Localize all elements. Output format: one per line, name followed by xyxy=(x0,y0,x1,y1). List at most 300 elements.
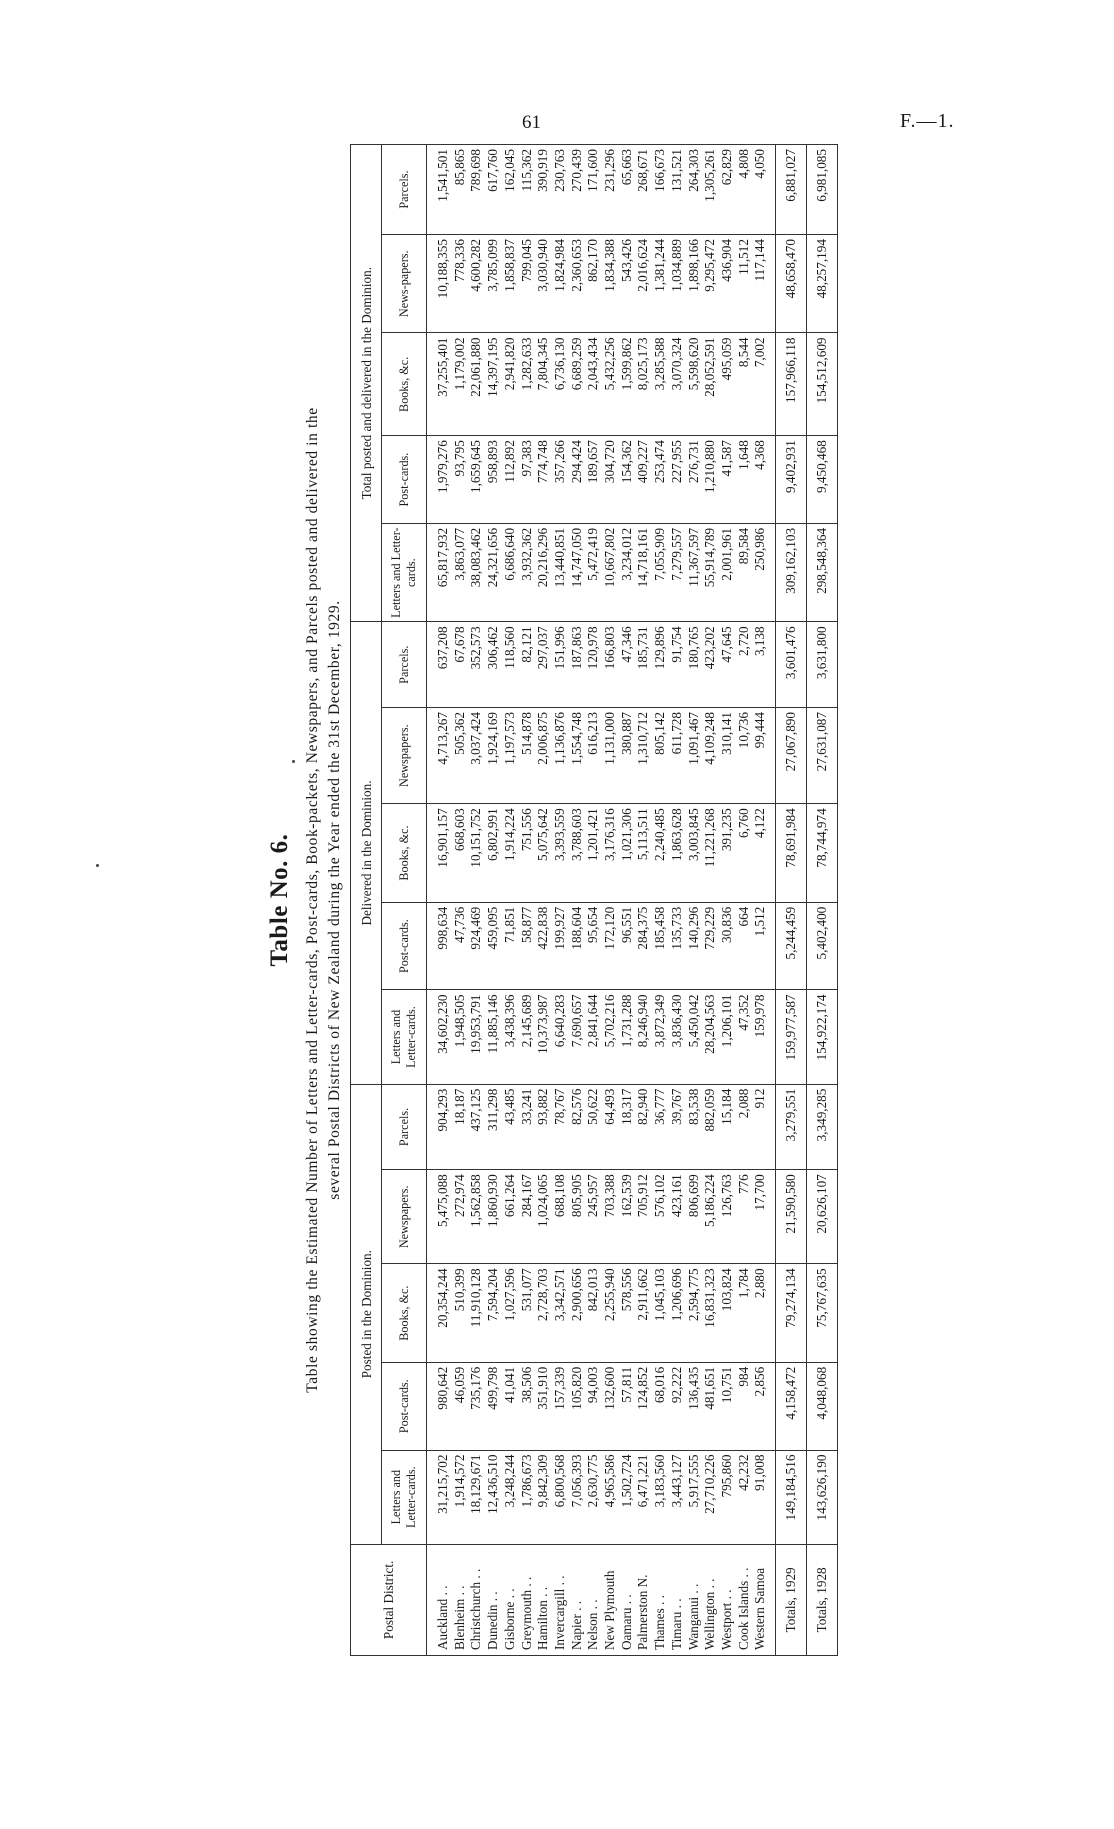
delivered-value-cell: 135,733 xyxy=(669,902,686,990)
table-row xyxy=(427,145,452,1656)
delivered-value-cell: 505,362 xyxy=(452,708,469,804)
totals-total-cell: 9,402,931 xyxy=(776,436,807,524)
posted-value-cell: 272,974 xyxy=(452,1170,469,1264)
total-value-cell: 28,052,591 xyxy=(702,333,719,436)
total-value-cell: 11,512 xyxy=(736,235,753,333)
posted-value-cell: 912 xyxy=(752,1084,775,1170)
delivered-value-cell: 5,113,511 xyxy=(635,804,652,902)
total-value-cell: 264,303 xyxy=(686,145,703,235)
total-value-cell: 789,698 xyxy=(468,145,485,235)
posted-value-cell: 688,108 xyxy=(552,1170,569,1264)
caption-line-1: Table showing the Estimated Number of Letters and Letter-cards, Post-cards, Book-packets, Newspapers, and Parcels posted and delivered in the xyxy=(304,407,321,1393)
posted-value-cell: 1,786,673 xyxy=(519,1450,536,1544)
totals-delivered-cell: 78,744,974 xyxy=(807,804,838,902)
delivered-value-cell: 159,978 xyxy=(752,990,775,1084)
posted-value-cell: 124,852 xyxy=(635,1362,652,1450)
delivered-value-cell: 91,754 xyxy=(669,622,686,708)
posted-value-cell: 126,763 xyxy=(719,1170,736,1264)
totals-posted-cell: 20,626,107 xyxy=(807,1170,838,1264)
table-row xyxy=(519,145,536,1656)
total-value-cell: 3,234,012 xyxy=(619,523,636,621)
totals-delivered-cell: 5,402,400 xyxy=(807,902,838,990)
total-value-cell: 436,904 xyxy=(719,235,736,333)
delivered-value-cell: 2,240,485 xyxy=(652,804,669,902)
posted-value-cell: 12,436,510 xyxy=(485,1450,502,1544)
posted-value-cell: 3,183,560 xyxy=(652,1450,669,1544)
posted-value-cell: 3,248,244 xyxy=(502,1450,519,1544)
posted-value-cell: 5,186,224 xyxy=(702,1170,719,1264)
totals-label: Totals, 1929 xyxy=(776,1544,807,1655)
posted-value-cell: 33,241 xyxy=(519,1084,536,1170)
posted-value-cell: 16,831,323 xyxy=(702,1264,719,1362)
table-row xyxy=(686,145,703,1656)
posted-value-cell: 2,088 xyxy=(736,1084,753,1170)
delivered-value-cell: 1,310,712 xyxy=(635,708,652,804)
total-value-cell: 13,440,851 xyxy=(552,523,569,621)
delivered-value-cell: 616,213 xyxy=(585,708,602,804)
posted-value-cell: 93,882 xyxy=(535,1084,552,1170)
total-value-cell: 2,360,653 xyxy=(569,235,586,333)
total-value-cell: 7,279,557 xyxy=(669,523,686,621)
delivered-value-cell: 99,444 xyxy=(752,708,775,804)
total-value-cell: 10,188,355 xyxy=(427,235,452,333)
total-value-cell: 189,657 xyxy=(585,436,602,524)
totals-row xyxy=(807,145,838,1656)
delivered-value-cell: 82,121 xyxy=(519,622,536,708)
total-value-cell: 958,893 xyxy=(485,436,502,524)
totals-delivered-cell: 27,067,890 xyxy=(776,708,807,804)
total-value-cell: 231,296 xyxy=(602,145,619,235)
table-row xyxy=(752,145,775,1656)
totals-delivered-cell: 27,631,087 xyxy=(807,708,838,804)
totals-total-cell: 6,881,027 xyxy=(776,145,807,235)
total-value-cell: 1,979,276 xyxy=(427,436,452,524)
posted-value-cell: 15,184 xyxy=(719,1084,736,1170)
delivered-value-cell: 5,702,216 xyxy=(602,990,619,1084)
delivered-value-cell: 514,878 xyxy=(519,708,536,804)
delivered-value-cell: 4,713,267 xyxy=(427,708,452,804)
totals-total-cell: 298,548,364 xyxy=(807,523,838,621)
total-value-cell: 5,472,419 xyxy=(585,523,602,621)
table-row xyxy=(585,145,602,1656)
posted-value-cell: 38,506 xyxy=(519,1362,536,1450)
table-row xyxy=(468,145,485,1656)
posted-value-cell: 980,642 xyxy=(427,1362,452,1450)
district-name: Palmerston N. xyxy=(635,1544,652,1655)
posted-value-cell: 82,940 xyxy=(635,1084,652,1170)
district-name: Western Samoa xyxy=(752,1544,775,1655)
delivered-value-cell: 1,914,224 xyxy=(502,804,519,902)
total-value-cell: 2,001,961 xyxy=(719,523,736,621)
posted-value-cell: 46,059 xyxy=(452,1362,469,1450)
posted-value-cell: 284,167 xyxy=(519,1170,536,1264)
total-value-cell: 5,432,256 xyxy=(602,333,619,436)
total-value-cell: 1,648 xyxy=(736,436,753,524)
delivered-value-cell: 5,450,042 xyxy=(686,990,703,1084)
total-value-cell: 8,544 xyxy=(736,333,753,436)
delivered-value-cell: 423,202 xyxy=(702,622,719,708)
district-name: Gisborne . . xyxy=(502,1544,519,1655)
posted-value-cell: 82,576 xyxy=(569,1084,586,1170)
delivered-value-cell: 47,352 xyxy=(736,990,753,1084)
totals-label: Totals, 1928 xyxy=(807,1544,838,1655)
posted-value-cell: 705,912 xyxy=(635,1170,652,1264)
totals-posted-cell: 79,274,134 xyxy=(776,1264,807,1362)
table-caption xyxy=(302,144,350,1656)
posted-value-cell: 7,594,204 xyxy=(485,1264,502,1362)
totals-delivered-cell: 78,691,984 xyxy=(776,804,807,902)
delivered-value-cell: 185,458 xyxy=(652,902,669,990)
total-value-cell: 4,600,282 xyxy=(468,235,485,333)
delivered-value-cell: 3,037,424 xyxy=(468,708,485,804)
delivered-column-header: Letters and Letter-cards. xyxy=(382,990,427,1084)
district-name: Blenheim . . xyxy=(452,1544,469,1655)
posted-value-cell: 1,045,103 xyxy=(652,1264,669,1362)
total-value-cell: 1,898,166 xyxy=(686,235,703,333)
total-value-cell: 778,336 xyxy=(452,235,469,333)
total-value-cell: 1,659,645 xyxy=(468,436,485,524)
delivered-value-cell: 140,296 xyxy=(686,902,703,990)
posted-value-cell: 1,562,858 xyxy=(468,1170,485,1264)
posted-value-cell: 2,880 xyxy=(752,1264,775,1362)
totals-total-cell: 6,981,085 xyxy=(807,145,838,235)
posted-value-cell: 776 xyxy=(736,1170,753,1264)
total-value-cell: 65,817,932 xyxy=(427,523,452,621)
total-value-cell: 171,600 xyxy=(585,145,602,235)
posted-column-header: Newspapers. xyxy=(382,1170,427,1264)
table-row xyxy=(569,145,586,1656)
posted-value-cell: 18,129,671 xyxy=(468,1450,485,1544)
delivered-value-cell: 180,765 xyxy=(686,622,703,708)
posted-value-cell: 92,222 xyxy=(669,1362,686,1450)
table-row xyxy=(736,145,753,1656)
posted-value-cell: 36,777 xyxy=(652,1084,669,1170)
posted-value-cell: 5,475,088 xyxy=(427,1170,452,1264)
delivered-value-cell: 751,556 xyxy=(519,804,536,902)
total-value-cell: 24,321,656 xyxy=(485,523,502,621)
posted-value-cell: 64,493 xyxy=(602,1084,619,1170)
delivered-value-cell: 2,006,875 xyxy=(535,708,552,804)
totals-row xyxy=(776,145,807,1656)
total-value-cell: 3,285,588 xyxy=(652,333,669,436)
delivered-value-cell: 3,393,559 xyxy=(552,804,569,902)
totals-delivered-cell: 5,244,459 xyxy=(776,902,807,990)
delivered-value-cell: 1,197,573 xyxy=(502,708,519,804)
delivered-value-cell: 58,877 xyxy=(519,902,536,990)
delivered-value-cell: 10,736 xyxy=(736,708,753,804)
posted-value-cell: 1,027,596 xyxy=(502,1264,519,1362)
delivered-value-cell: 7,690,657 xyxy=(569,990,586,1084)
posted-value-cell: 9,842,309 xyxy=(535,1450,552,1544)
total-column-header: Books, &c. xyxy=(382,333,427,436)
delivered-value-cell: 19,953,791 xyxy=(468,990,485,1084)
total-value-cell: 1,305,261 xyxy=(702,145,719,235)
rotated-table-block xyxy=(258,144,830,1656)
posted-value-cell: 735,176 xyxy=(468,1362,485,1450)
delivered-value-cell: 96,551 xyxy=(619,902,636,990)
delivered-column-header: Parcels. xyxy=(382,622,427,708)
delivered-value-cell: 1,512 xyxy=(752,902,775,990)
total-value-cell: 304,720 xyxy=(602,436,619,524)
delivered-value-cell: 284,375 xyxy=(635,902,652,990)
total-value-cell: 6,736,130 xyxy=(552,333,569,436)
posted-value-cell: 795,860 xyxy=(719,1450,736,1544)
total-value-cell: 93,795 xyxy=(452,436,469,524)
posted-value-cell: 531,077 xyxy=(519,1264,536,1362)
total-value-cell: 1,824,984 xyxy=(552,235,569,333)
posted-value-cell: 351,910 xyxy=(535,1362,552,1450)
totals-total-cell: 48,257,194 xyxy=(807,235,838,333)
posted-value-cell: 83,538 xyxy=(686,1084,703,1170)
posted-value-cell: 984 xyxy=(736,1362,753,1450)
delivered-group-header: Delivered in the Dominion. xyxy=(351,622,382,1084)
posted-group-header: Posted in the Dominion. xyxy=(351,1084,382,1544)
delivered-value-cell: 637,208 xyxy=(427,622,452,708)
table-row xyxy=(635,145,652,1656)
delivered-value-cell: 187,863 xyxy=(569,622,586,708)
delivered-value-cell: 151,996 xyxy=(552,622,569,708)
total-value-cell: 774,748 xyxy=(535,436,552,524)
posted-value-cell: 510,399 xyxy=(452,1264,469,1362)
total-value-cell: 3,932,362 xyxy=(519,523,536,621)
total-value-cell: 154,362 xyxy=(619,436,636,524)
speck-mark xyxy=(96,864,99,867)
delivered-value-cell: 297,037 xyxy=(535,622,552,708)
posted-value-cell: 50,622 xyxy=(585,1084,602,1170)
posted-value-cell: 842,013 xyxy=(585,1264,602,1362)
totals-delivered-cell: 3,631,800 xyxy=(807,622,838,708)
delivered-value-cell: 118,560 xyxy=(502,622,519,708)
total-value-cell: 2,016,624 xyxy=(635,235,652,333)
posted-value-cell: 882,059 xyxy=(702,1084,719,1170)
posted-value-cell: 6,471,221 xyxy=(635,1450,652,1544)
posted-column-header: Letters and Letter-cards. xyxy=(382,1450,427,1544)
district-name: Napier . . xyxy=(569,1544,586,1655)
posted-value-cell: 18,187 xyxy=(452,1084,469,1170)
total-value-cell: 1,282,633 xyxy=(519,333,536,436)
delivered-value-cell: 310,141 xyxy=(719,708,736,804)
posted-column-header: Parcels. xyxy=(382,1084,427,1170)
totals-total-cell: 157,966,118 xyxy=(776,333,807,436)
delivered-value-cell: 8,246,940 xyxy=(635,990,652,1084)
delivered-value-cell: 3,438,396 xyxy=(502,990,519,1084)
total-value-cell: 3,070,324 xyxy=(669,333,686,436)
totals-posted-cell: 75,767,635 xyxy=(807,1264,838,1362)
posted-value-cell: 6,800,568 xyxy=(552,1450,569,1544)
posted-value-cell: 42,232 xyxy=(736,1450,753,1544)
total-value-cell: 131,521 xyxy=(669,145,686,235)
table-row xyxy=(652,145,669,1656)
delivered-value-cell: 1,136,876 xyxy=(552,708,569,804)
total-value-cell: 495,059 xyxy=(719,333,736,436)
total-column-header: Letters and Letter-cards. xyxy=(382,523,427,621)
district-name: Thames . . xyxy=(652,1544,669,1655)
totals-total-cell: 9,450,468 xyxy=(807,436,838,524)
delivered-value-cell: 924,469 xyxy=(468,902,485,990)
total-value-cell: 97,383 xyxy=(519,436,536,524)
total-value-cell: 357,266 xyxy=(552,436,569,524)
total-column-header: Parcels. xyxy=(382,145,427,235)
totals-posted-cell: 3,279,551 xyxy=(776,1084,807,1170)
district-name: Nelson . . xyxy=(585,1544,602,1655)
delivered-value-cell: 352,573 xyxy=(468,622,485,708)
posted-value-cell: 245,957 xyxy=(585,1170,602,1264)
total-value-cell: 5,598,620 xyxy=(686,333,703,436)
total-column-header: News-papers. xyxy=(382,235,427,333)
delivered-value-cell: 1,554,748 xyxy=(569,708,586,804)
posted-value-cell: 423,161 xyxy=(669,1170,686,1264)
total-value-cell: 1,034,889 xyxy=(669,235,686,333)
posted-value-cell: 68,016 xyxy=(652,1362,669,1450)
totals-posted-cell: 149,184,516 xyxy=(776,1450,807,1544)
delivered-value-cell: 16,901,157 xyxy=(427,804,452,902)
total-value-cell: 7,804,345 xyxy=(535,333,552,436)
total-value-cell: 9,295,472 xyxy=(702,235,719,333)
delivered-value-cell: 185,731 xyxy=(635,622,652,708)
delivered-value-cell: 3,003,845 xyxy=(686,804,703,902)
total-value-cell: 268,671 xyxy=(635,145,652,235)
delivered-value-cell: 422,838 xyxy=(535,902,552,990)
district-name: Christchurch . . xyxy=(468,1544,485,1655)
posted-value-cell: 481,651 xyxy=(702,1362,719,1450)
delivered-value-cell: 1,863,628 xyxy=(669,804,686,902)
total-value-cell: 4,808 xyxy=(736,145,753,235)
total-value-cell: 543,426 xyxy=(619,235,636,333)
delivered-value-cell: 11,221,268 xyxy=(702,804,719,902)
total-value-cell: 14,747,050 xyxy=(569,523,586,621)
delivered-value-cell: 1,021,306 xyxy=(619,804,636,902)
totals-delivered-cell: 3,601,476 xyxy=(776,622,807,708)
total-value-cell: 1,834,388 xyxy=(602,235,619,333)
total-value-cell: 409,227 xyxy=(635,436,652,524)
total-value-cell: 1,858,837 xyxy=(502,235,519,333)
totals-total-cell: 309,162,103 xyxy=(776,523,807,621)
delivered-value-cell: 3,788,603 xyxy=(569,804,586,902)
total-value-cell: 6,689,259 xyxy=(569,333,586,436)
district-name: Timaru . . xyxy=(669,1544,686,1655)
total-value-cell: 11,367,597 xyxy=(686,523,703,621)
delivered-value-cell: 2,145,689 xyxy=(519,990,536,1084)
delivered-value-cell: 47,346 xyxy=(619,622,636,708)
table-row xyxy=(602,145,619,1656)
posted-value-cell: 499,798 xyxy=(485,1362,502,1450)
totals-delivered-cell: 159,977,587 xyxy=(776,990,807,1084)
posted-value-cell: 2,255,940 xyxy=(602,1264,619,1362)
posted-value-cell: 1,784 xyxy=(736,1264,753,1362)
delivered-value-cell: 3,836,430 xyxy=(669,990,686,1084)
posted-value-cell: 18,317 xyxy=(619,1084,636,1170)
delivered-value-cell: 306,462 xyxy=(485,622,502,708)
district-name: Oamaru . . xyxy=(619,1544,636,1655)
total-value-cell: 8,025,173 xyxy=(635,333,652,436)
total-column-header: Post-cards. xyxy=(382,436,427,524)
posted-value-cell: 57,811 xyxy=(619,1362,636,1450)
district-name: Wanganui . . xyxy=(686,1544,703,1655)
delivered-value-cell: 166,803 xyxy=(602,622,619,708)
posted-value-cell: 1,024,065 xyxy=(535,1170,552,1264)
delivered-value-cell: 4,122 xyxy=(752,804,775,902)
total-value-cell: 162,045 xyxy=(502,145,519,235)
total-group-header: Total posted and delivered in the Dominion. xyxy=(351,145,382,622)
total-value-cell: 117,144 xyxy=(752,235,775,333)
posted-value-cell: 103,824 xyxy=(719,1264,736,1362)
statistics-table xyxy=(350,144,838,1656)
total-value-cell: 1,541,501 xyxy=(427,145,452,235)
total-value-cell: 112,892 xyxy=(502,436,519,524)
table-row xyxy=(619,145,636,1656)
delivered-value-cell: 664 xyxy=(736,902,753,990)
total-value-cell: 617,760 xyxy=(485,145,502,235)
posted-value-cell: 2,728,703 xyxy=(535,1264,552,1362)
total-value-cell: 6,686,640 xyxy=(502,523,519,621)
posted-value-cell: 94,003 xyxy=(585,1362,602,1450)
posted-value-cell: 43,485 xyxy=(502,1084,519,1170)
page-reference: F.—1. xyxy=(900,110,955,132)
delivered-value-cell: 10,151,752 xyxy=(468,804,485,902)
delivered-column-header: Post-cards. xyxy=(382,902,427,990)
delivered-value-cell: 10,373,987 xyxy=(535,990,552,1084)
table-row xyxy=(535,145,552,1656)
district-name: New Plymouth xyxy=(602,1544,619,1655)
delivered-column-header: Newspapers. xyxy=(382,708,427,804)
district-name: Greymouth . . xyxy=(519,1544,536,1655)
district-name: Cook Islands . . xyxy=(736,1544,753,1655)
posted-value-cell: 2,911,662 xyxy=(635,1264,652,1362)
total-value-cell: 1,179,002 xyxy=(452,333,469,436)
total-value-cell: 3,863,077 xyxy=(452,523,469,621)
total-value-cell: 390,919 xyxy=(535,145,552,235)
table-row xyxy=(702,145,719,1656)
delivered-value-cell: 5,075,642 xyxy=(535,804,552,902)
total-value-cell: 41,587 xyxy=(719,436,736,524)
delivered-value-cell: 668,603 xyxy=(452,804,469,902)
delivered-value-cell: 129,896 xyxy=(652,622,669,708)
delivered-value-cell: 30,836 xyxy=(719,902,736,990)
table-row xyxy=(719,145,736,1656)
posted-column-header: Post-cards. xyxy=(382,1362,427,1450)
posted-value-cell: 2,900,656 xyxy=(569,1264,586,1362)
posted-value-cell: 703,388 xyxy=(602,1170,619,1264)
delivered-value-cell: 2,720 xyxy=(736,622,753,708)
total-value-cell: 166,673 xyxy=(652,145,669,235)
total-value-cell: 799,045 xyxy=(519,235,536,333)
delivered-value-cell: 1,731,288 xyxy=(619,990,636,1084)
total-value-cell: 14,397,195 xyxy=(485,333,502,436)
posted-value-cell: 39,767 xyxy=(669,1084,686,1170)
delivered-column-header: Books, &c. xyxy=(382,804,427,902)
posted-value-cell: 162,539 xyxy=(619,1170,636,1264)
district-header: Postal District. xyxy=(351,1544,427,1655)
delivered-value-cell: 34,602,230 xyxy=(427,990,452,1084)
total-value-cell: 1,210,880 xyxy=(702,436,719,524)
delivered-value-cell: 459,095 xyxy=(485,902,502,990)
posted-value-cell: 437,125 xyxy=(468,1084,485,1170)
total-value-cell: 10,667,802 xyxy=(602,523,619,621)
total-value-cell: 276,731 xyxy=(686,436,703,524)
total-value-cell: 115,362 xyxy=(519,145,536,235)
total-value-cell: 2,043,434 xyxy=(585,333,602,436)
total-value-cell: 862,170 xyxy=(585,235,602,333)
table-row xyxy=(485,145,502,1656)
posted-value-cell: 7,056,393 xyxy=(569,1450,586,1544)
posted-value-cell: 904,293 xyxy=(427,1084,452,1170)
posted-value-cell: 5,917,555 xyxy=(686,1450,703,1544)
posted-value-cell: 578,556 xyxy=(619,1264,636,1362)
totals-posted-cell: 21,590,580 xyxy=(776,1170,807,1264)
delivered-value-cell: 67,678 xyxy=(452,622,469,708)
total-value-cell: 4,368 xyxy=(752,436,775,524)
total-value-cell: 55,914,789 xyxy=(702,523,719,621)
